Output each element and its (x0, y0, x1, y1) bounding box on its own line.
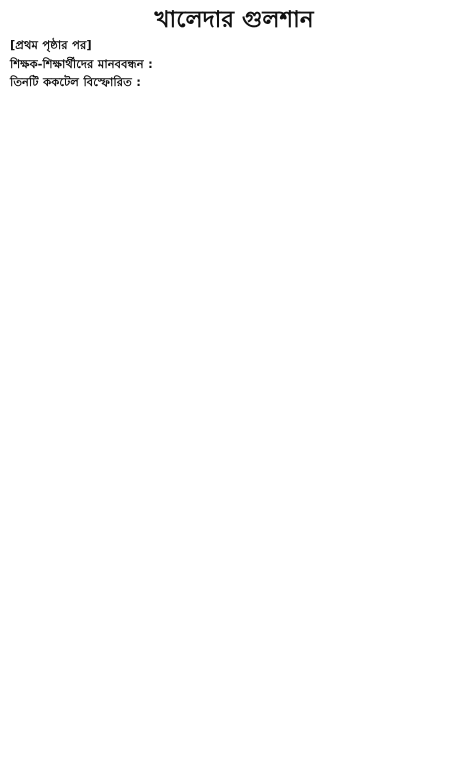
paragraph-lead: তিনটি ককটেল বিস্ফোরিত : (10, 75, 141, 90)
article-headline: খালেদার গুলশান (154, 6, 314, 33)
article-paragraph-5 (10, 57, 458, 73)
article-paragraph-6 (10, 75, 458, 91)
paragraph-lead: শিক্ষক-শিক্ষার্থীদের মানববন্ধন : (10, 56, 153, 71)
article-paragraph-1 (10, 38, 458, 54)
paragraph-lead: [প্রথম পৃষ্ঠার পর] (10, 38, 92, 52)
